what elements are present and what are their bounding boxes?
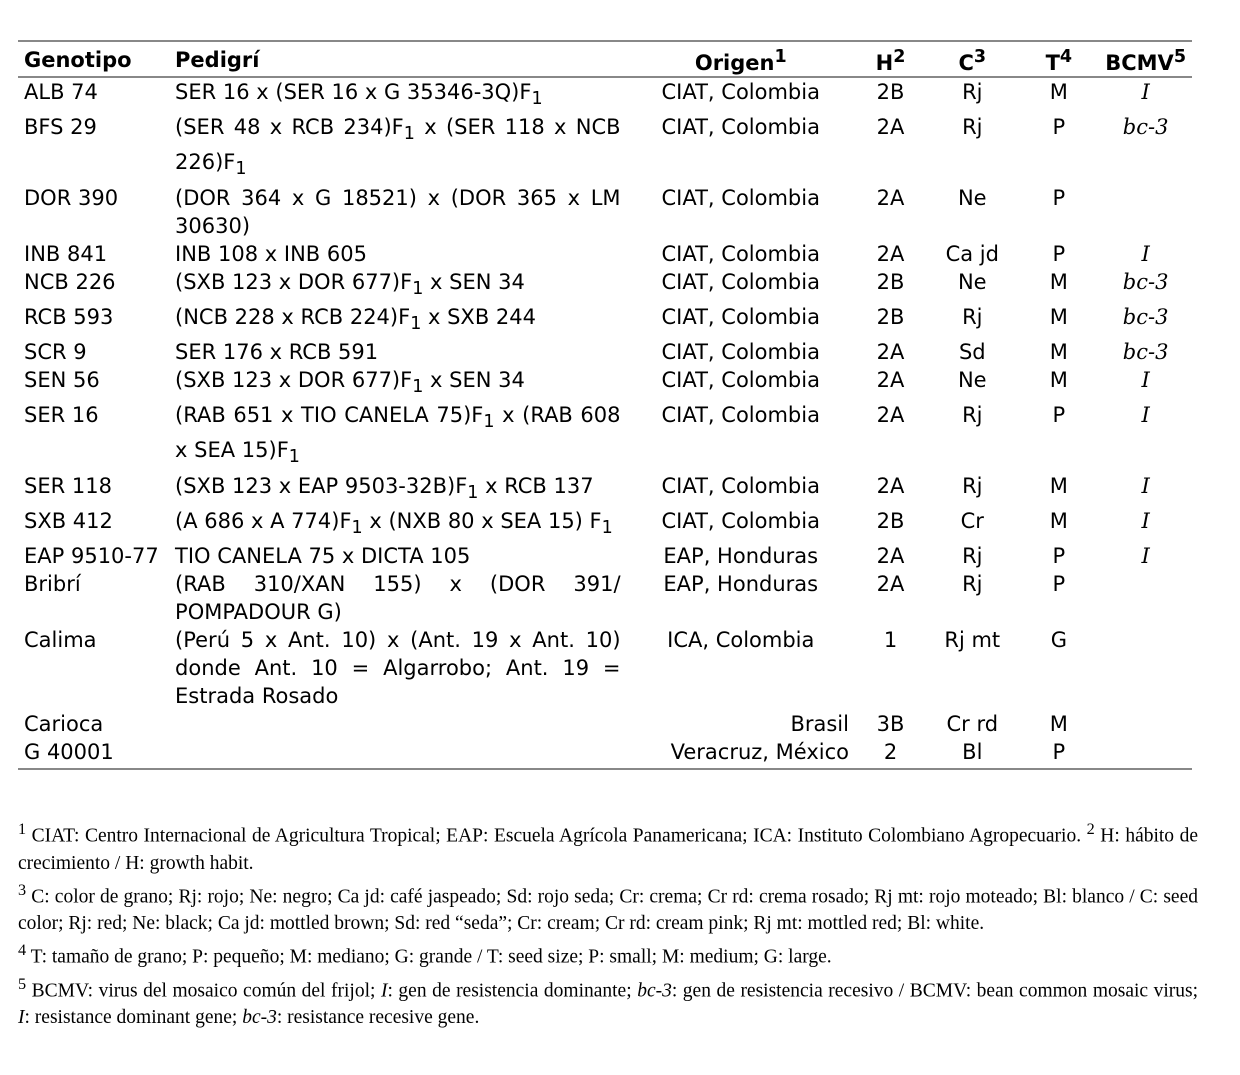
origin-cell: CIAT, Colombia <box>661 115 820 140</box>
header-origin-label: Origen <box>694 51 775 75</box>
color-cell: Ne <box>957 367 987 392</box>
table-row <box>18 710 1192 738</box>
header-origin <box>627 41 855 77</box>
genotype-cell: ALB 74 <box>24 80 98 104</box>
pedigree-text: x SEN 34 <box>423 367 525 392</box>
pedigree-text: x (NXB 80 x SEA 15) F <box>362 508 602 533</box>
color-cell: Sd <box>958 339 986 364</box>
habit-cell: 2A <box>876 403 905 428</box>
size-cell: P <box>1052 739 1066 764</box>
footnote-3-text: C: color de grano; Rj: rojo; Ne: negro; Ca jd: café jaspeado; Sd: rojo seda; Cr: crema; Cr rd: crema rosado; Rj mt: rojo moteado; Bl: blanco / C: seed color; Rj: red; Ne: black; Ca jd: mottled brown; Sd: red “seda”; Cr: cream; Cr rd: cream pink; Rj mt: mottled red; Bl: white. <box>18 886 1198 934</box>
color-cell: Ne <box>957 185 987 210</box>
footnote-5-marker: 5 <box>18 974 27 993</box>
pedigree-cell <box>169 77 627 113</box>
pedigree-cell <box>169 113 627 183</box>
size-cell: M <box>1049 80 1068 104</box>
footnotes <box>18 816 1198 1031</box>
habit-cell: 2A <box>876 367 905 392</box>
origin-cell: CIAT, Colombia <box>661 304 820 329</box>
table-row <box>18 738 1192 769</box>
footnote-4-marker: 4 <box>18 941 27 959</box>
origin-cell: EAP, Honduras <box>663 543 819 568</box>
footnote-5-text: : gen de resistencia dominante; <box>387 980 638 1001</box>
origin-cell: CIAT, Colombia <box>661 473 820 498</box>
genotype-cell: SER 16 <box>24 403 99 428</box>
header-bcmv <box>1099 41 1192 77</box>
bcmv-cell <box>1099 570 1192 626</box>
pedigree-subscript: 1 <box>288 447 300 468</box>
origin-cell: CIAT, Colombia <box>661 508 820 533</box>
origin-cell: CIAT, Colombia <box>661 80 820 104</box>
pedigree-text: x SEN 34 <box>423 269 525 294</box>
table-row <box>18 570 1192 626</box>
pedigree-text: x (SER 118 x NCB 226)F <box>175 115 621 175</box>
table-row <box>18 113 1192 183</box>
bcmv-cell: bc-3 <box>1122 339 1169 364</box>
genotype-cell: Calima <box>24 627 97 652</box>
footnote-3-marker: 3 <box>18 880 27 899</box>
bcmv-cell: I <box>1141 473 1150 498</box>
table-row <box>18 184 1192 240</box>
habit-cell: 2A <box>876 571 905 596</box>
color-cell: Rj <box>962 304 983 329</box>
color-cell: Rj mt <box>944 627 1001 652</box>
habit-cell: 2 <box>883 739 898 764</box>
bcmv-cell <box>1099 738 1192 769</box>
pedigree-subscript: 1 <box>403 124 415 145</box>
pedigree-cell: INB 108 x INB 605 <box>175 241 367 266</box>
color-cell: Bl <box>962 739 983 764</box>
table-row <box>18 268 1192 303</box>
pedigree-text: SER 16 x (SER 16 x G 35346-3Q)F <box>175 80 532 104</box>
table-row <box>18 507 1192 542</box>
size-cell: P <box>1052 543 1066 568</box>
header-color-footnote: 3 <box>973 47 987 67</box>
header-size-label: T <box>1045 51 1060 75</box>
size-cell: M <box>1049 473 1068 498</box>
genotype-cell: Bribrí <box>24 571 81 596</box>
header-genotype <box>18 41 169 77</box>
size-cell: M <box>1049 304 1068 329</box>
habit-cell: 1 <box>883 627 898 652</box>
color-cell: Rj <box>962 571 983 596</box>
footnote-5-gene: bc-3 <box>242 1007 277 1028</box>
bcmv-cell <box>1099 626 1192 710</box>
pedigree-cell <box>169 738 627 769</box>
pedigree-subscript: 1 <box>351 517 363 538</box>
origin-cell: CIAT, Colombia <box>661 339 820 364</box>
footnote-5-text: : resistance dominant gene; <box>24 1007 243 1028</box>
pedigree-text: (NCB 228 x RCB 224)F <box>175 304 411 329</box>
pedigree-text: (SXB 123 x DOR 677)F <box>175 269 413 294</box>
pedigree-text: x SXB 244 <box>421 304 536 329</box>
table-row <box>18 240 1192 268</box>
bcmv-cell: I <box>1141 508 1150 533</box>
origin-cell: ICA, Colombia <box>667 627 815 652</box>
size-cell: P <box>1052 571 1066 596</box>
habit-cell: 2A <box>876 241 905 266</box>
habit-cell: 2A <box>876 185 905 210</box>
pedigree-text: (SXB 123 x EAP 9503-32B)F <box>175 473 468 498</box>
habit-cell: 2B <box>876 304 905 329</box>
origin-cell: Brasil <box>790 711 849 736</box>
genotype-cell: G 40001 <box>24 739 114 764</box>
header-size <box>1018 41 1099 77</box>
genotype-cell: Carioca <box>24 711 104 736</box>
habit-cell: 2A <box>876 543 905 568</box>
bcmv-cell: I <box>1141 543 1150 568</box>
size-cell: P <box>1052 185 1066 210</box>
pedigree-text: (RAB 651 x TIO CANELA 75)F <box>175 403 484 428</box>
pedigree-cell <box>169 268 627 303</box>
pedigree-cell: (Perú 5 x Ant. 10) x (Ant. 19 x Ant. 10) donde Ant. 10 = Algarrobo; Ant. 19 = Estrada Rosado <box>175 627 621 708</box>
habit-cell: 2B <box>876 80 905 104</box>
footnote-1-text: CIAT: Centro Internacional de Agricultura Tropical; EAP: Escuela Agrícola Panamericana; ICA: Instituto Colombiano Agropecuario. <box>26 825 1082 847</box>
genotype-cell: EAP 9510-77 <box>24 543 159 568</box>
header-origin-footnote: 1 <box>774 47 787 67</box>
color-cell: Ca jd <box>945 241 999 266</box>
color-cell: Rj <box>962 543 983 568</box>
genotype-cell: SER 118 <box>24 473 112 498</box>
header-color <box>926 41 1018 77</box>
size-cell: M <box>1049 339 1068 364</box>
origin-cell: CIAT, Colombia <box>661 241 820 266</box>
habit-cell: 2A <box>876 339 905 364</box>
pedigree-subscript: 1 <box>235 159 247 180</box>
footnote-5-text: BCMV: virus del mosaico común del frijol; <box>26 980 381 1001</box>
pedigree-cell <box>169 303 627 338</box>
table-body <box>18 77 1192 769</box>
bcmv-cell: bc-3 <box>1122 304 1169 329</box>
pedigree-cell <box>169 710 627 738</box>
header-habit-footnote: 2 <box>893 47 906 67</box>
genotype-cell: SEN 56 <box>24 367 100 392</box>
size-cell: P <box>1052 241 1066 266</box>
pedigree-cell <box>169 366 627 401</box>
pedigree-cell <box>169 507 627 542</box>
color-cell: Cr <box>960 508 984 533</box>
footnote-4-text: T: tamaño de grano; P: pequeño; M: mediano; G: grande / T: seed size; P: small; M: medium; G: large. <box>26 946 832 968</box>
pedigree-cell: (RAB 310/XAN 155) x (DOR 391/ POMPADOUR G) <box>175 571 621 624</box>
pedigree-cell <box>169 401 627 471</box>
origin-cell: CIAT, Colombia <box>661 403 820 428</box>
color-cell: Rj <box>962 115 983 140</box>
table-row <box>18 626 1192 710</box>
pedigree-text: x (RAB 608 x SEA 15)F <box>175 403 621 463</box>
size-cell: G <box>1050 627 1067 652</box>
header-size-footnote: 4 <box>1059 47 1073 67</box>
size-cell: M <box>1049 508 1068 533</box>
pedigree-subscript: 1 <box>412 278 424 299</box>
footnote-5-gene: I <box>18 1007 25 1028</box>
habit-cell: 2B <box>876 508 905 533</box>
pedigree-cell: SER 176 x RCB 591 <box>175 339 379 364</box>
footnote-5-gene: bc-3 <box>637 980 672 1001</box>
size-cell: P <box>1052 115 1066 140</box>
pedigree-subscript: 1 <box>483 412 495 433</box>
genotype-cell: DOR 390 <box>24 185 119 210</box>
habit-cell: 3B <box>876 711 905 736</box>
footnote-3 <box>18 877 1198 938</box>
table-row <box>18 542 1192 570</box>
header-pedigree-label: Pedigrí <box>175 48 260 72</box>
color-cell: Rj <box>962 80 983 104</box>
footnote-1-marker: 1 <box>18 820 27 838</box>
footnote-5-text: : gen de resistencia recesivo / BCMV: bean common mosaic virus; <box>671 980 1199 1001</box>
table-row <box>18 401 1192 471</box>
bcmv-cell <box>1099 184 1192 240</box>
genotype-cell: RCB 593 <box>24 304 114 329</box>
bcmv-cell: I <box>1141 241 1150 266</box>
pedigree-subscript: 1 <box>601 517 613 538</box>
pedigree-subscript: 1 <box>467 482 479 503</box>
header-genotype-label: Genotipo <box>24 48 132 72</box>
genotype-table <box>18 40 1192 770</box>
size-cell: P <box>1052 403 1066 428</box>
size-cell: M <box>1049 711 1068 736</box>
bcmv-cell: I <box>1141 367 1150 392</box>
bcmv-cell: bc-3 <box>1122 115 1169 140</box>
header-bcmv-label: BCMV <box>1105 51 1174 75</box>
header-pedigree <box>169 41 627 77</box>
header-habit-label: H <box>875 51 894 75</box>
color-cell: Rj <box>962 403 983 428</box>
genotype-cell: SCR 9 <box>24 339 87 364</box>
pedigree-subscript: 1 <box>531 89 543 110</box>
origin-cell: CIAT, Colombia <box>661 367 820 392</box>
bcmv-cell: I <box>1141 80 1150 104</box>
genotype-cell: SXB 412 <box>24 508 113 533</box>
pedigree-subscript: 1 <box>412 377 424 398</box>
color-cell: Ne <box>957 269 987 294</box>
table-row <box>18 366 1192 401</box>
genotype-cell: NCB 226 <box>24 269 116 294</box>
origin-cell: EAP, Honduras <box>663 571 819 596</box>
footnote-4 <box>18 937 1198 971</box>
pedigree-subscript: 1 <box>410 313 422 334</box>
pedigree-text: x RCB 137 <box>478 473 594 498</box>
habit-cell: 2A <box>876 115 905 140</box>
header-row <box>18 41 1192 77</box>
size-cell: M <box>1049 367 1068 392</box>
pedigree-text: (SER 48 x RCB 234)F <box>175 115 404 140</box>
pedigree-text: (A 686 x A 774)F <box>175 508 352 533</box>
size-cell: M <box>1049 269 1068 294</box>
footnote-2-marker: 2 <box>1086 820 1095 838</box>
bcmv-cell <box>1099 710 1192 738</box>
origin-cell: Veracruz, México <box>670 739 849 764</box>
header-color-label: C <box>958 51 974 75</box>
bcmv-cell: I <box>1141 403 1150 428</box>
origin-cell: CIAT, Colombia <box>661 185 820 210</box>
pedigree-text: (SXB 123 x DOR 677)F <box>175 367 413 392</box>
header-habit <box>855 41 926 77</box>
footnote-5 <box>18 971 1198 1032</box>
table-row <box>18 77 1192 113</box>
pedigree-cell: TIO CANELA 75 x DICTA 105 <box>175 543 471 568</box>
genotype-cell: BFS 29 <box>24 115 97 140</box>
color-cell: Rj <box>962 473 983 498</box>
genotype-cell: INB 841 <box>24 241 108 266</box>
origin-cell: CIAT, Colombia <box>661 269 820 294</box>
footnote-2-text: H: hábito de crecimiento / H: growth habit. <box>18 825 1198 874</box>
table-row <box>18 303 1192 338</box>
footnote-1-2 <box>18 816 1198 877</box>
color-cell: Cr rd <box>946 711 999 736</box>
table-row <box>18 472 1192 507</box>
table-header <box>18 41 1192 77</box>
bcmv-cell: bc-3 <box>1122 269 1169 294</box>
pedigree-cell <box>169 472 627 507</box>
footnote-5-text: : resistance recesive gene. <box>276 1007 480 1028</box>
footnote-5-gene: I <box>380 980 388 1001</box>
habit-cell: 2B <box>876 269 905 294</box>
pedigree-cell: (DOR 364 x G 18521) x (DOR 365 x LM 30630) <box>175 185 621 238</box>
table-row <box>18 338 1192 366</box>
header-bcmv-footnote: 5 <box>1173 47 1186 67</box>
habit-cell: 2A <box>876 473 905 498</box>
